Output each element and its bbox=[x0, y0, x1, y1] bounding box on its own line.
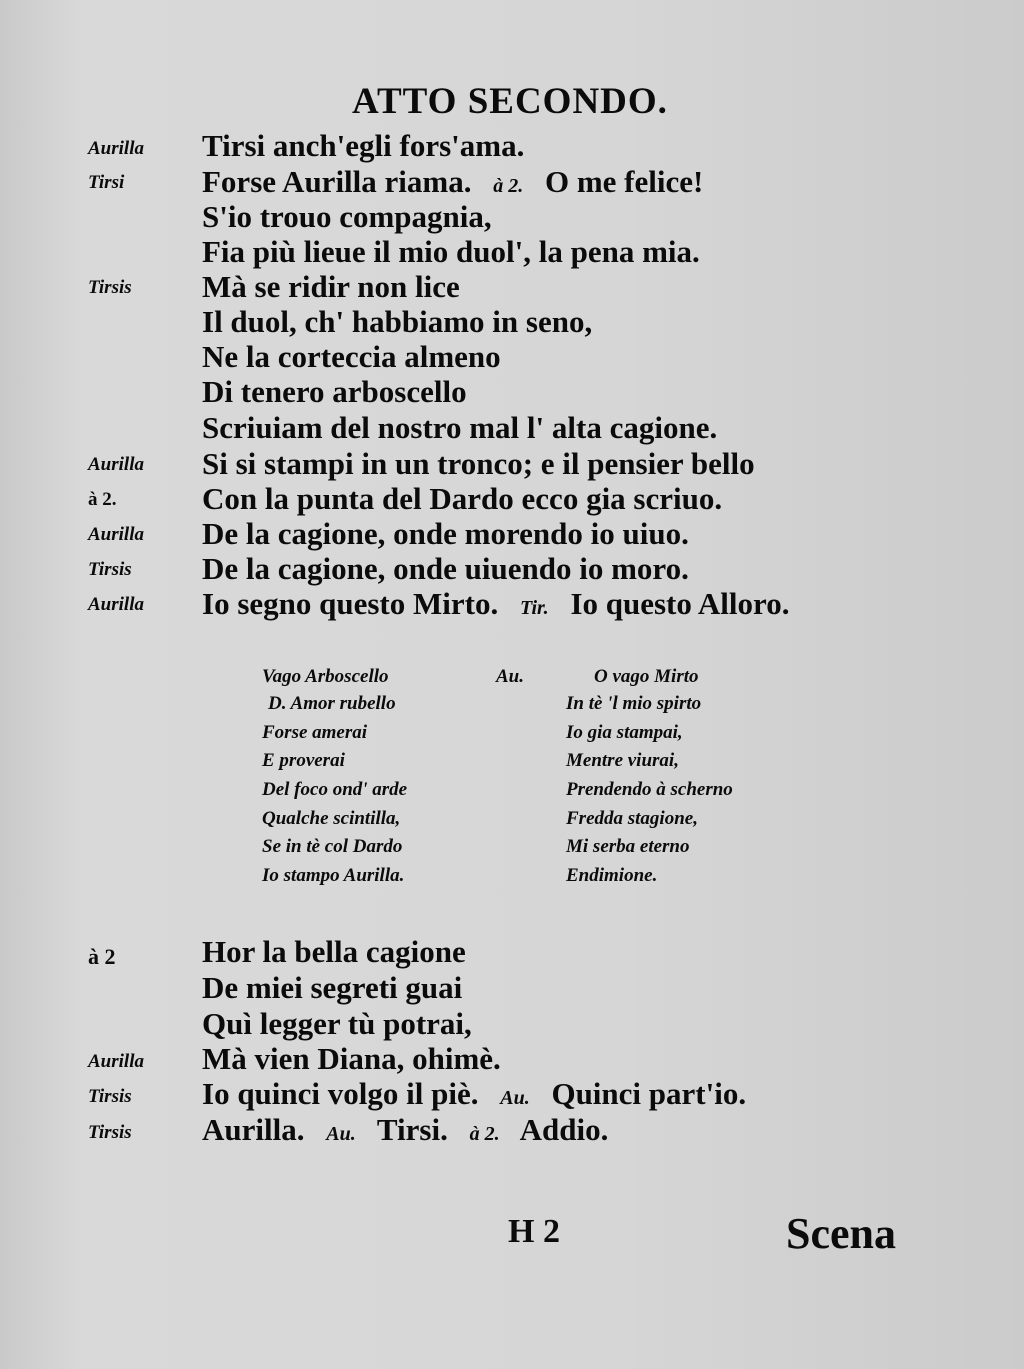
verse: Tirsi anch'egli fors'ama. bbox=[202, 128, 525, 163]
inline-speaker: Au. bbox=[326, 1123, 356, 1145]
inline-speaker: à 2. bbox=[469, 1123, 500, 1145]
aria-left-line: E proverai bbox=[262, 750, 345, 771]
catchword: Scena bbox=[786, 1209, 896, 1258]
verse bbox=[202, 586, 789, 622]
verse bbox=[202, 164, 703, 200]
aria-right-line: Endimione. bbox=[566, 865, 658, 886]
aria-left-line: Io stampo Aurilla. bbox=[262, 865, 405, 886]
verse: Il duol, ch' habbiamo in seno, bbox=[202, 304, 593, 339]
verse-part: Aurilla. bbox=[202, 1112, 305, 1147]
verse bbox=[202, 1076, 746, 1112]
aria-left-line: Se in tè col Dardo bbox=[262, 836, 403, 857]
speaker: Aurilla bbox=[88, 594, 144, 615]
aria-left-line: Del foco ond' arde bbox=[262, 779, 408, 800]
aria-left-line: D. Amor rubello bbox=[268, 693, 396, 714]
aria-left-line: Forse amerai bbox=[262, 722, 368, 743]
signature-mark: H 2 bbox=[508, 1213, 560, 1250]
verse-part: Io questo Alloro. bbox=[570, 586, 790, 621]
aria-right-line: Mentre viurai, bbox=[566, 750, 679, 771]
speaker: à 2. bbox=[88, 489, 117, 510]
verse: Scriuiam del nostro mal l' alta cagione. bbox=[202, 410, 718, 445]
verse: Con la punta del Dardo ecco gia scriuo. bbox=[202, 481, 723, 516]
inline-speaker: à 2. bbox=[493, 175, 524, 197]
verse: Fia più lieue il mio duol', la pena mia. bbox=[202, 234, 700, 269]
verse: Quì legger tù potrai, bbox=[202, 1006, 472, 1041]
aria-speaker: Au. bbox=[496, 666, 524, 687]
inline-speaker: Tir. bbox=[519, 597, 549, 619]
verse-part: Io quinci volgo il piè. bbox=[202, 1076, 479, 1111]
aria-right-line: Fredda stagione, bbox=[566, 808, 698, 829]
verse-part: Tirsi. bbox=[376, 1112, 448, 1147]
verse-part: Forse Aurilla riama. bbox=[202, 164, 472, 199]
verse-part: Addio. bbox=[519, 1112, 609, 1147]
speaker: Tirsi bbox=[88, 172, 125, 193]
verse: Mà se ridir non lice bbox=[202, 269, 460, 304]
aria-left-line: Vago Arboscello bbox=[262, 666, 389, 687]
aria-right-line: O vago Mirto bbox=[594, 666, 699, 687]
aria-right-line: Mi serba eterno bbox=[566, 836, 690, 857]
speaker: à 2 bbox=[88, 944, 116, 969]
aria-right-line: Prendendo à scherno bbox=[566, 779, 733, 800]
verse bbox=[202, 1112, 608, 1148]
verse: Ne la corteccia almeno bbox=[202, 339, 501, 374]
verse: De la cagione, onde morendo io uiuo. bbox=[202, 516, 689, 551]
inline-speaker: Au. bbox=[500, 1087, 530, 1109]
verse-part: Io segno questo Mirto. bbox=[202, 586, 499, 621]
verse: De miei segreti guai bbox=[202, 970, 463, 1005]
verse: Mà vien Diana, ohimè. bbox=[202, 1041, 501, 1076]
verse-part: Quinci part'io. bbox=[551, 1076, 747, 1111]
speaker: Tirsis bbox=[88, 1122, 132, 1143]
verse: S'io trouo compagnia, bbox=[202, 199, 492, 234]
speaker: Aurilla bbox=[88, 1051, 144, 1072]
aria-left-line: Qualche scintilla, bbox=[262, 808, 401, 829]
verse: Di tenero arboscello bbox=[202, 374, 467, 409]
verse: Hor la bella cagione bbox=[202, 934, 466, 969]
aria-right-line: In tè 'l mio spirto bbox=[566, 693, 702, 714]
verse: De la cagione, onde uiuendo io moro. bbox=[202, 551, 689, 586]
speaker: Tirsis bbox=[88, 277, 132, 298]
verse-part: O me felice! bbox=[544, 164, 704, 199]
page-title: ATTO SECONDO. bbox=[352, 81, 668, 122]
speaker: Tirsis bbox=[88, 559, 132, 580]
speaker: Aurilla bbox=[88, 454, 144, 475]
speaker: Aurilla bbox=[88, 138, 144, 159]
speaker: Aurilla bbox=[88, 524, 144, 545]
speaker: Tirsis bbox=[88, 1086, 132, 1107]
aria-right-line: Io gia stampai, bbox=[566, 722, 683, 743]
verse: Si si stampi in un tronco; e il pensier bello bbox=[202, 446, 755, 481]
